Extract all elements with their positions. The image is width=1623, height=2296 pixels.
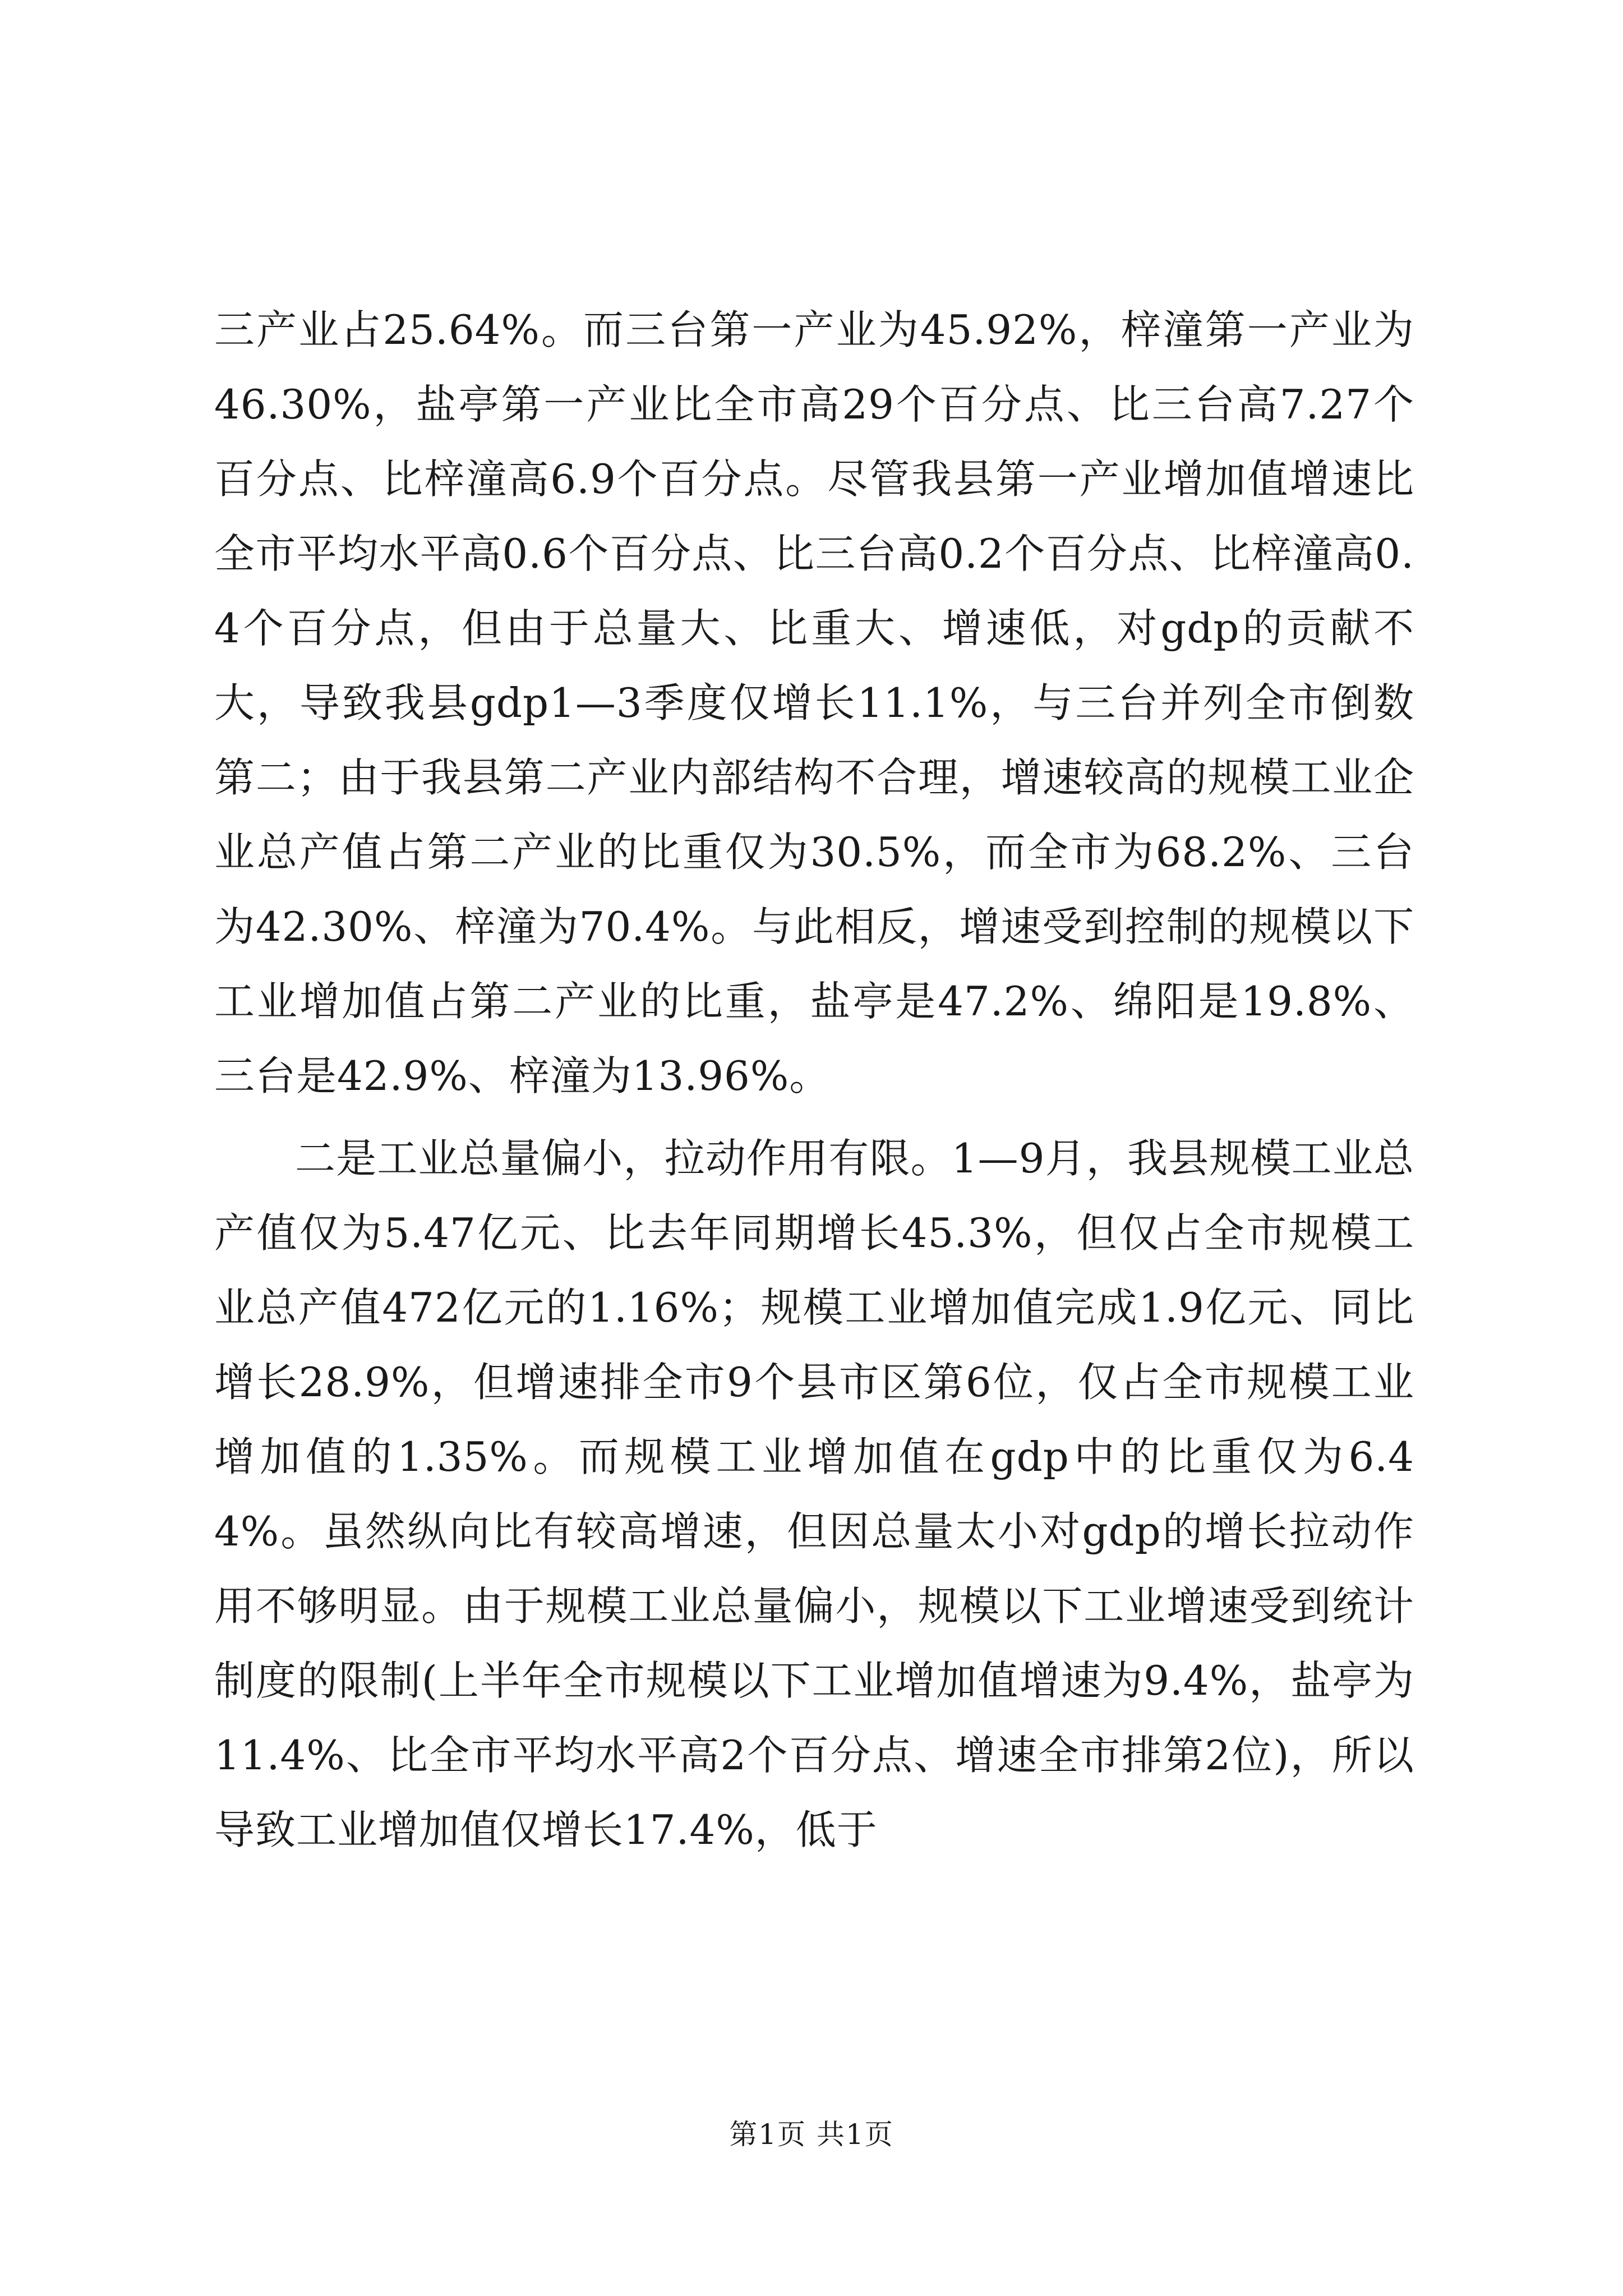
page-number-footer: 第1页 共1页 [729,2118,894,2151]
document-body [214,293,1414,1867]
paragraph-2: 二是工业总量偏小，拉动作用有限。1—9月，我县规模工业总产值仅为5.47亿元、比去年同期增长45.3%，但仅占全市规模工业总产值472亿元的1.16%；规模工业增加值完成1.9亿元、同比增长28.9%，但增速排全市9个县市区第6位，仅占全市规模工业增加值的1.35%。而规模工业增加值在gdp中的比重仅为6.44%。虽然纵向比有较高增速，但因总量太小对gdp的增长拉动作用不够明显。由于规模工业总量偏小，规模以下工业增速受到统计制度的限制(上半年全市规模以下工业增加值增速为9.4%，盐亭为11.4%、比全市平均水平高2个百分点、增速全市排第2位)，所以导致工业增加值仅增长17.4%，低于 [214,1135,1414,1853]
paragraph-1: 三产业占25.64%。而三台第一产业为45.92%，梓潼第一产业为46.30%，盐亭第一产业比全市高29个百分点、比三台高7.27个百分点、比梓潼高6.9个百分点。尽管我县第一产业增加值增速比全市平均水平高0.6个百分点、比三台高0.2个百分点、比梓潼高0.4个百分点，但由于总量大、比重大、增速低，对gdp的贡献不大，导致我县gdp1—3季度仅增长11.1%，与三台并列全市倒数第二；由于我县第二产业内部结构不合理，增速较高的规模工业企业总产值占第二产业的比重仅为30.5%，而全市为68.2%、三台为42.30%、梓潼为70.4%。与此相反，增速受到控制的规模以下工业增加值占第二产业的比重，盐亭是47.2%、绵阳是19.8%、三台是42.9%、梓潼为13.96%。 [214,306,1414,1099]
